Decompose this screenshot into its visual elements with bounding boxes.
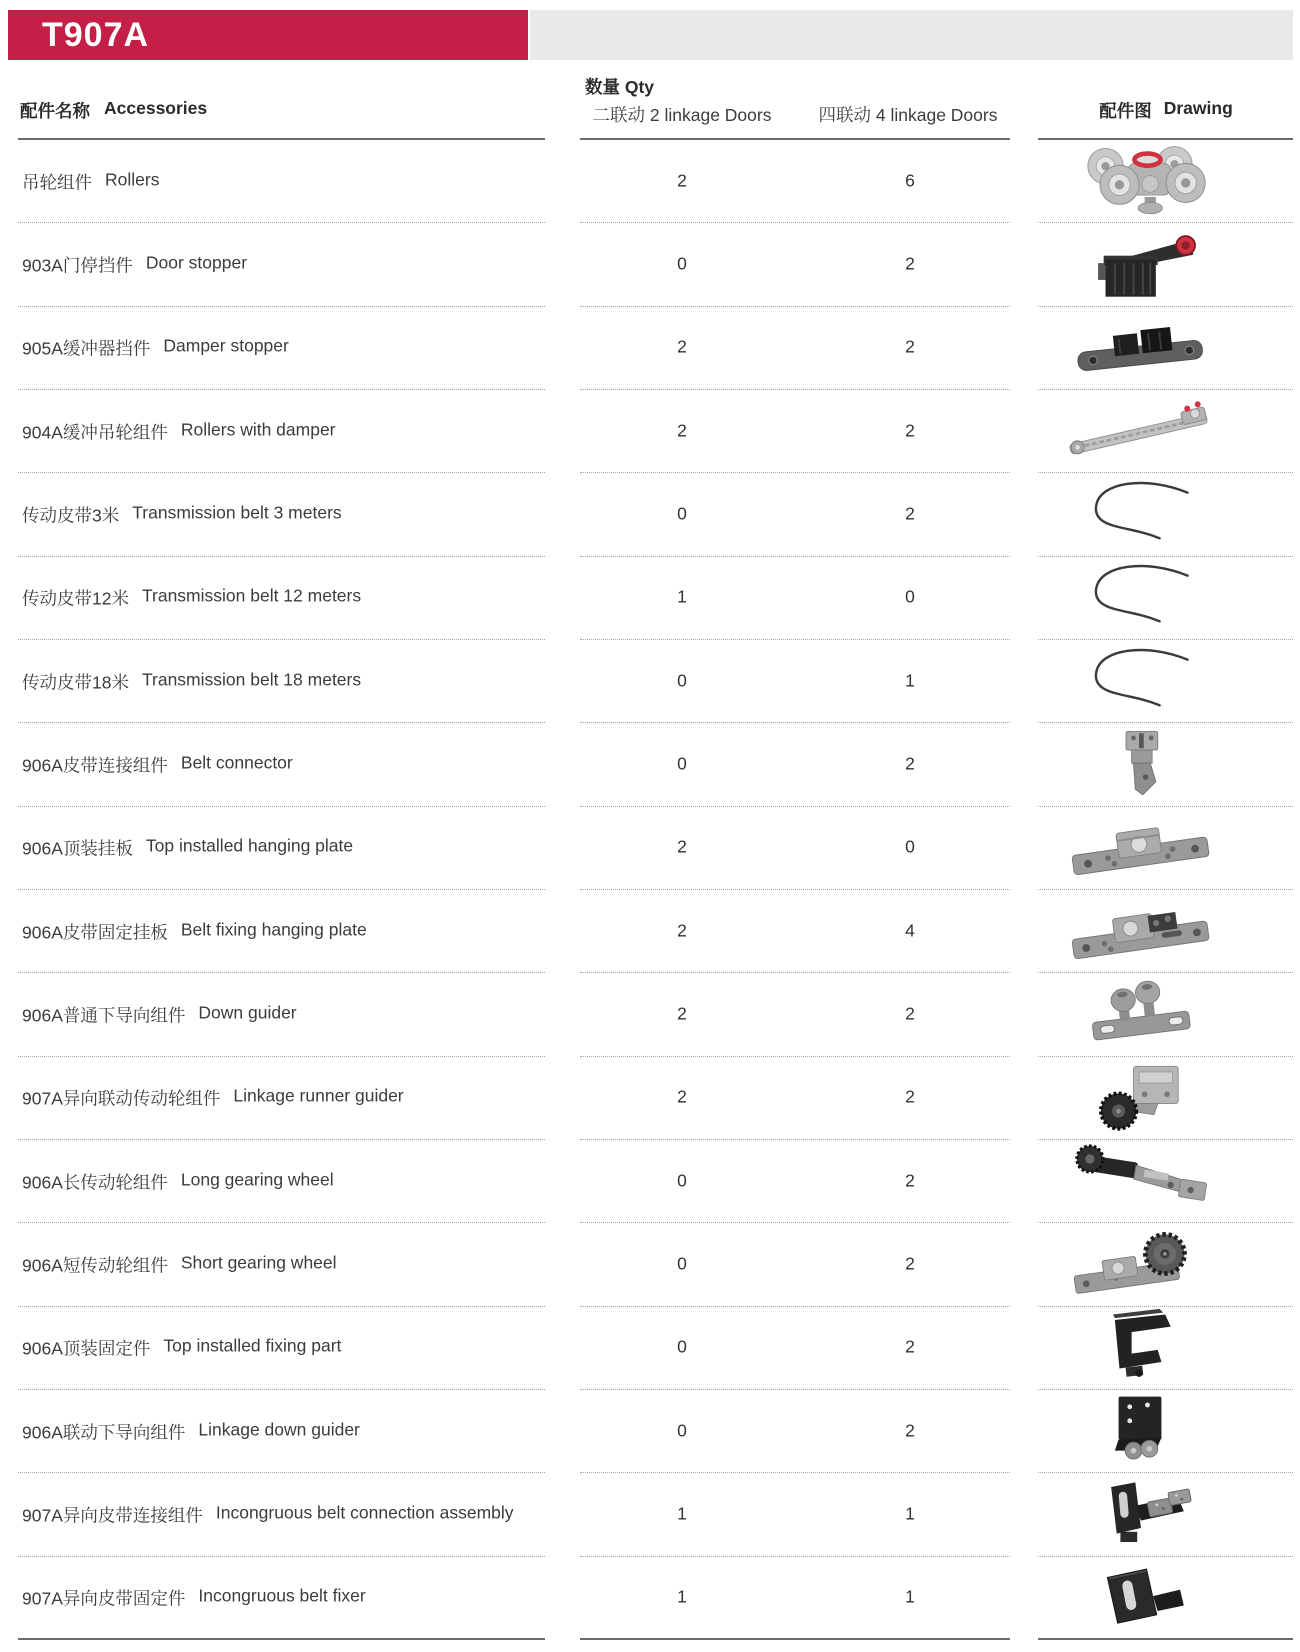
qty-2-linkage-value: 2 (677, 170, 687, 191)
rollers-photo (1040, 141, 1240, 223)
qty-4-linkage-header: 四联动 4 linkage Doors (818, 105, 998, 125)
table-row (0, 140, 1300, 223)
accessory-name-en: Top installed fixing part (163, 1335, 342, 1356)
accessory-name-en: Rollers (105, 169, 160, 190)
accessory-name (22, 502, 342, 527)
accessory-name (22, 1086, 404, 1111)
qty-4-linkage-value: 2 (905, 253, 915, 274)
qty-2-linkage-value: 1 (677, 586, 687, 607)
accessory-name-cn: 906A皮带固定挂板 (22, 922, 168, 943)
accessory-name (22, 919, 367, 944)
accessory-name-cn: 906A联动下导向组件 (22, 1422, 186, 1443)
accessory-name-cn: 吊轮组件 (22, 172, 92, 193)
transmission-belt-photo (1040, 474, 1240, 556)
linkage-down-guider-photo (1040, 1391, 1240, 1473)
row-separator (18, 1638, 545, 1640)
qty-4-linkage-value: 2 (905, 420, 915, 441)
qty-2-linkage-value: 0 (677, 670, 687, 691)
drawing-column-header (1099, 98, 1233, 123)
table-row (0, 1057, 1300, 1140)
accessory-name-cn: 907A异向皮带固定件 (22, 1588, 186, 1609)
qty-2-linkage-value: 2 (677, 920, 687, 941)
accessory-name-en: Linkage down guider (198, 1419, 360, 1440)
accessory-name (22, 1419, 360, 1444)
table-row (0, 640, 1300, 723)
table-row (0, 723, 1300, 806)
table-row (0, 557, 1300, 640)
accessory-name (22, 1252, 337, 1277)
table-row (0, 1307, 1300, 1390)
door-stopper-photo (1040, 224, 1240, 306)
model-banner (8, 10, 528, 60)
accessories-column-header (20, 98, 207, 123)
accessory-name (22, 252, 247, 277)
qty-4-linkage-value: 0 (905, 836, 915, 857)
model-title: T907A (42, 15, 150, 54)
accessory-name (22, 669, 361, 694)
accessory-name-cn: 906A皮带连接组件 (22, 755, 168, 776)
qty-4-linkage-value: 2 (905, 503, 915, 524)
qty-2-linkage-value: 0 (677, 753, 687, 774)
accessory-name-cn: 907A异向皮带连接组件 (22, 1505, 203, 1526)
accessories-table (0, 140, 1300, 1640)
banner-gray-extension (530, 10, 1293, 60)
qty-4-linkage-value: 2 (905, 1086, 915, 1107)
qty-2-linkage-value: 0 (677, 1420, 687, 1441)
accessory-name-cn: 904A缓冲吊轮组件 (22, 422, 168, 443)
row-separator (580, 1638, 1010, 1640)
qty-4-linkage-value: 1 (905, 1503, 915, 1524)
accessory-name-en: Transmission belt 12 meters (141, 585, 362, 606)
accessory-name (22, 1502, 514, 1527)
accessory-name-cn: 906A顶装固定件 (22, 1338, 151, 1359)
accessory-name-en: Transmission belt 18 meters (141, 669, 362, 690)
accessory-name-en: Incongruous belt fixer (198, 1585, 366, 1606)
long-gearing-wheel-photo (1040, 1141, 1240, 1223)
accessory-name-cn: 906A短传动轮组件 (22, 1255, 168, 1276)
belt-connection-assembly-photo (1040, 1474, 1240, 1556)
qty-4-linkage-value: 0 (905, 586, 915, 607)
qty-2-linkage-value: 1 (677, 1586, 687, 1607)
qty-4-linkage-value: 2 (905, 1336, 915, 1357)
accessory-name-cn: 906A长传动轮组件 (22, 1172, 168, 1193)
table-row (0, 1140, 1300, 1223)
table-row (0, 1557, 1300, 1640)
accessory-name-en: Incongruous belt connection assembly (215, 1502, 514, 1523)
accessory-name (22, 1002, 297, 1027)
belt-fixer-photo (1040, 1557, 1240, 1639)
accessory-name (22, 1336, 341, 1361)
table-row (0, 223, 1300, 306)
top-fixing-part-photo (1040, 1307, 1240, 1389)
table-row (0, 807, 1300, 890)
accessory-name-en: Long gearing wheel (180, 1169, 334, 1190)
rollers-with-damper-photo (1040, 391, 1240, 473)
qty-2-linkage-value: 2 (677, 1086, 687, 1107)
accessory-name-cn: 903A门停挡件 (22, 255, 133, 276)
qty-2-linkage-value: 0 (677, 503, 687, 524)
accessory-name-en: Linkage runner guider (233, 1085, 404, 1106)
qty-2-linkage-value: 2 (677, 336, 687, 357)
accessory-name-cn: 传动皮带18米 (22, 672, 129, 693)
accessory-name-en: Belt connector (180, 752, 293, 773)
top-hanging-plate-photo (1040, 807, 1240, 889)
qty-4-linkage-value: 2 (905, 336, 915, 357)
accessory-name-en: Damper stopper (163, 335, 289, 356)
table-row (0, 1473, 1300, 1556)
accessory-name-en: Transmission belt 3 meters (132, 502, 342, 523)
qty-4-linkage-value: 1 (905, 670, 915, 691)
qty-2-linkage-value: 0 (677, 1170, 687, 1191)
drawing-header-en: Drawing (1163, 98, 1233, 118)
accessory-name (22, 836, 353, 861)
qty-4-linkage-value: 2 (905, 1003, 915, 1024)
runner-guider-photo (1040, 1057, 1240, 1139)
qty-4-linkage-value: 2 (905, 1420, 915, 1441)
accessories-header-cn: 配件名称 (20, 101, 90, 121)
accessory-name-en: Rollers with damper (180, 419, 336, 440)
qty-4-linkage-value: 2 (905, 1253, 915, 1274)
accessory-name-cn: 传动皮带12米 (22, 588, 129, 609)
accessory-name-cn: 906A普通下导向组件 (22, 1005, 186, 1026)
accessory-name-cn: 906A顶装挂板 (22, 838, 133, 859)
table-row (0, 473, 1300, 556)
row-separator (1038, 1638, 1293, 1640)
belt-connector-photo (1040, 724, 1240, 806)
accessory-name-en: Down guider (198, 1002, 297, 1023)
accessories-header-en: Accessories (104, 98, 208, 118)
table-row (0, 890, 1300, 973)
down-guider-photo (1040, 974, 1240, 1056)
short-gearing-wheel-photo (1040, 1224, 1240, 1306)
accessory-name-cn: 传动皮带3米 (22, 505, 120, 526)
accessory-name (22, 419, 336, 444)
drawing-header-cn: 配件图 (1099, 101, 1152, 121)
damper-stopper-photo (1040, 307, 1240, 389)
accessory-name (22, 752, 293, 777)
qty-4-linkage-value: 4 (905, 920, 915, 941)
qty-4-linkage-value: 6 (905, 170, 915, 191)
accessory-name (22, 1169, 334, 1194)
table-row (0, 973, 1300, 1056)
qty-group-header: 数量 Qty (585, 77, 655, 97)
accessory-name-en: Belt fixing hanging plate (180, 919, 367, 940)
table-row (0, 1223, 1300, 1306)
accessory-name (22, 586, 361, 611)
qty-4-linkage-value: 2 (905, 1170, 915, 1191)
accessory-name (22, 336, 289, 361)
qty-2-linkage-value: 0 (677, 253, 687, 274)
table-row (0, 390, 1300, 473)
accessory-name-en: Top installed hanging plate (145, 835, 354, 856)
qty-4-linkage-value: 2 (905, 753, 915, 774)
qty-2-linkage-value: 0 (677, 1253, 687, 1274)
qty-2-linkage-value: 0 (677, 1336, 687, 1357)
belt-fixing-plate-photo (1040, 891, 1240, 973)
accessory-name-en: Short gearing wheel (180, 1252, 337, 1273)
qty-2-linkage-header: 二联动 2 linkage Doors (592, 105, 772, 125)
qty-2-linkage-value: 1 (677, 1503, 687, 1524)
qty-2-linkage-value: 2 (677, 836, 687, 857)
accessory-name (22, 1586, 366, 1611)
qty-2-linkage-value: 2 (677, 420, 687, 441)
qty-4-linkage-value: 1 (905, 1586, 915, 1607)
accessory-name-cn: 907A异向联动传动轮组件 (22, 1088, 221, 1109)
table-row (0, 1390, 1300, 1473)
transmission-belt-photo (1040, 641, 1240, 723)
qty-2-linkage-value: 2 (677, 1003, 687, 1024)
accessory-name (22, 169, 159, 194)
accessory-name-cn: 905A缓冲器挡件 (22, 338, 151, 359)
transmission-belt-photo (1040, 557, 1240, 639)
accessory-name-en: Door stopper (145, 252, 248, 273)
table-row (0, 307, 1300, 390)
